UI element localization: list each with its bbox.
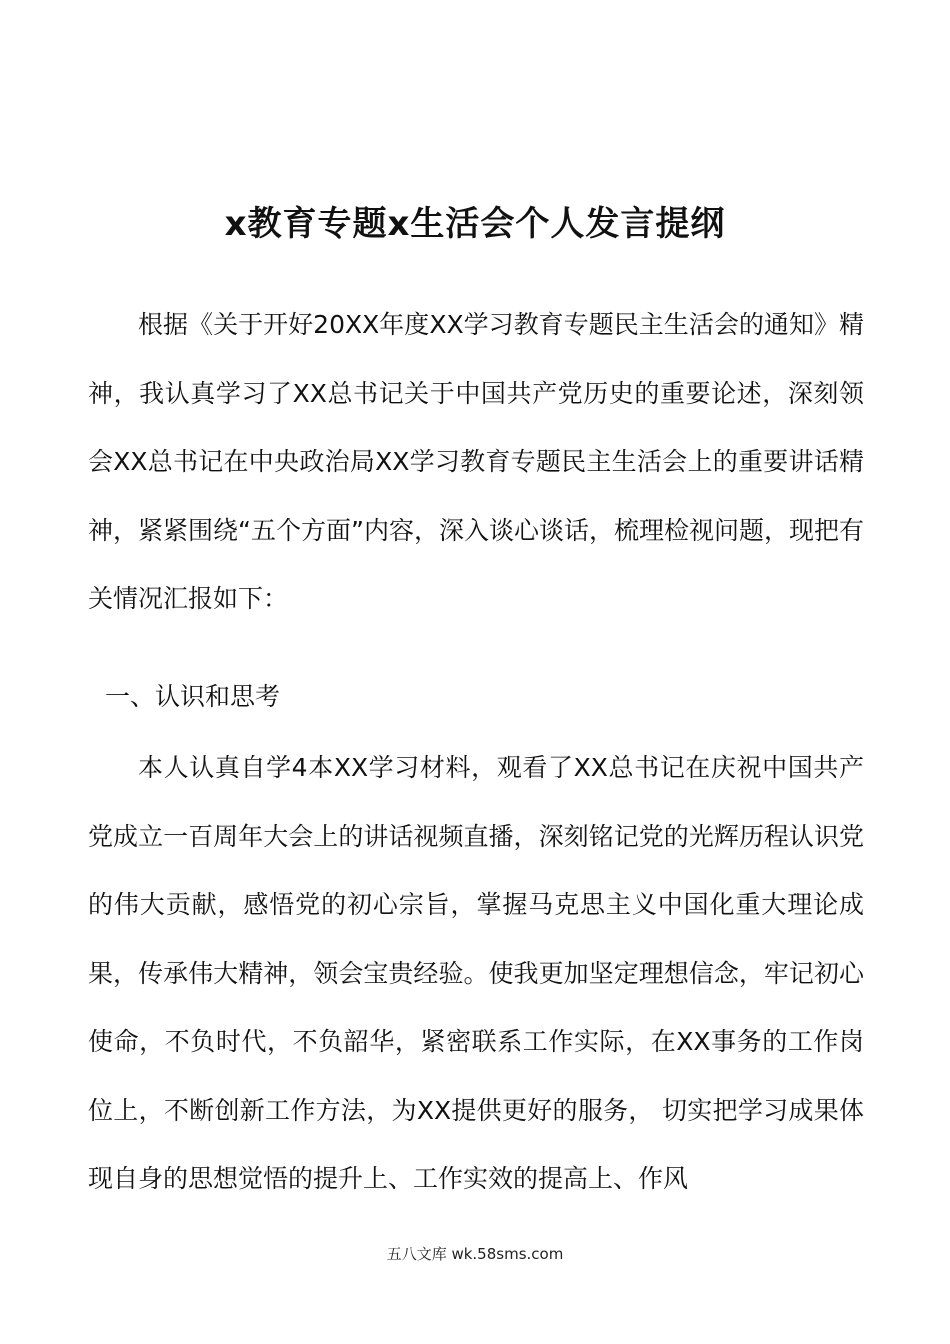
section-heading: 一、认识和思考 xyxy=(105,682,281,711)
footer-watermark: 五八文库 wk.58sms.com xyxy=(386,1245,564,1263)
document-title: x教育专题x生活会个人发言提纲 xyxy=(224,204,726,244)
intro-paragraph: 根据《关于开好20XX年度XX学习教育专题民主生活会的通知》精神，我认真学习了XX总书记关于中国共产党历史的重要论述，深刻领会XX总书记在中央政治局XX学习教育专题民主生活会上的重要讲话精神，紧紧围绕“五个方面”内容，深入谈心谈话，梳理检视问题，现把有关情况汇报如下： xyxy=(88,310,864,613)
body-paragraph: 本人认真自学4本XX学习材料，观看了XX总书记在庆祝中国共产党成立一百周年大会上的讲话视频直播，深刻铭记党的光辉历程认识党的伟大贡献，感悟党的初心宗旨，掌握马克思主义中国化重大理论成果，传承伟大精神，领会宝贵经验。使我更加坚定理想信念，牢记初心使命，不负时代，不负韶华，紧密联系工作实际，在XX事务的工作岗位上，不断创新工作方法，为XX提供更好的服务， 切实把学习成果体现自身的思想觉悟的提升上、工作实效的提高上、作风 xyxy=(88,753,864,1193)
